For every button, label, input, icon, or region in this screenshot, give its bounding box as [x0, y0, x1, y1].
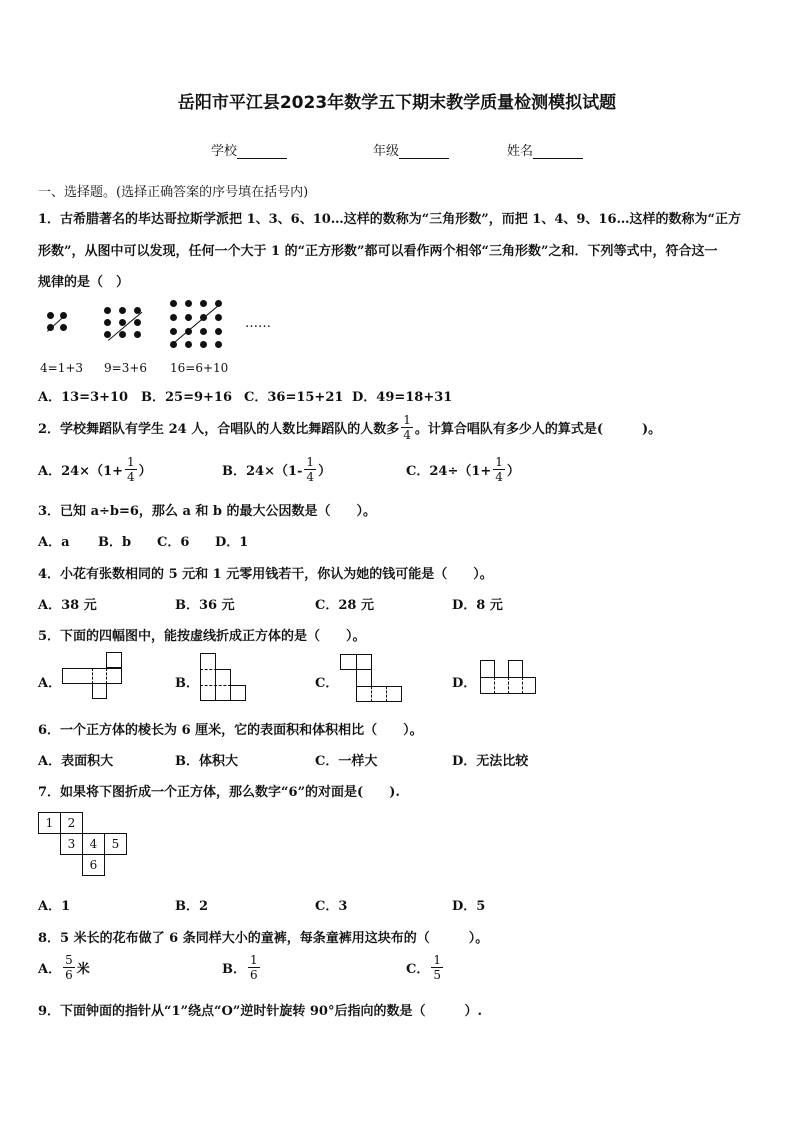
- dot: [104, 307, 111, 314]
- option-label: C．: [406, 962, 430, 977]
- net-square: [106, 652, 122, 668]
- school-label: 学校: [211, 144, 238, 159]
- net-cell-3: 3: [60, 833, 83, 855]
- net-fold: [371, 686, 387, 702]
- q5-stem: 5．下面的四幅图中，能按虚线折成正方体的是（ ）。: [38, 629, 366, 644]
- dot: [170, 328, 177, 335]
- q3-option-b[interactable]: B．b: [98, 535, 132, 550]
- q1-line1: 1．古希腊著名的毕达哥拉斯学派把 1、3、6、10…这样的数称为“三角形数”，而把 1、4、9、16…这样的数称为“正方: [38, 212, 741, 227]
- dot: [215, 314, 222, 321]
- q4-option-d[interactable]: D．8 元: [452, 598, 503, 613]
- fraction-denominator: 4: [306, 470, 315, 484]
- q7-stem: 7．如果将下图折成一个正方体，那么数字“6”的对面是( ).: [38, 785, 400, 800]
- q7-option-a[interactable]: A．1: [38, 899, 71, 914]
- q1-option-c[interactable]: C．36=15+21: [244, 390, 344, 405]
- q1-option-b[interactable]: B．25=9+16: [141, 390, 233, 405]
- net-cell-1: 1: [38, 812, 61, 834]
- q7-cube-net: [38, 812, 138, 882]
- q5-net-b[interactable]: [200, 653, 250, 703]
- name-label: 姓名: [507, 144, 534, 159]
- dot: [47, 312, 54, 319]
- page-title: 岳阳市平江县2023年数学五下期末教学质量检测模拟试题: [177, 93, 617, 113]
- option-post: ）: [506, 464, 520, 479]
- dot: [215, 341, 222, 348]
- dot: [185, 341, 192, 348]
- dot: [104, 319, 111, 326]
- fig-caption-2: 9=3+6: [104, 361, 148, 375]
- q3-option-a[interactable]: A．a: [38, 535, 70, 550]
- dot: [170, 314, 177, 321]
- q5-net-d[interactable]: [480, 660, 540, 696]
- q4-option-a[interactable]: A．38 元: [38, 598, 97, 613]
- fraction-numerator: 1: [127, 455, 135, 469]
- option-fraction: [493, 455, 505, 484]
- fraction-numerator: 1: [433, 953, 441, 967]
- net-column: [356, 654, 372, 687]
- q5-option-a-label[interactable]: A．: [38, 676, 62, 691]
- dot: [134, 319, 141, 326]
- q8-option-c[interactable]: [406, 953, 445, 982]
- net-fold: [508, 677, 523, 694]
- net-square: [230, 685, 246, 701]
- fraction-denominator: 4: [495, 470, 503, 484]
- net-fold: [92, 668, 107, 684]
- fig-caption-3: 16=6+10: [170, 361, 229, 375]
- option-label: B．: [222, 962, 246, 977]
- school-field: [211, 140, 287, 159]
- q8-stem: 8．5 米长的花布做了 6 条同样大小的童裤，每条童裤用这块布的（ ）。: [38, 931, 489, 946]
- section-heading: 一、选择题。(选择正确答案的序号填在括号内): [38, 185, 309, 200]
- q5-option-d-label[interactable]: D．: [452, 676, 477, 691]
- q8-option-a[interactable]: [38, 953, 90, 982]
- q6-option-d[interactable]: D．无法比较: [452, 754, 529, 769]
- q3-option-d[interactable]: D．1: [215, 535, 249, 550]
- q2-option-a[interactable]: [38, 455, 152, 484]
- fraction-denominator: 6: [250, 968, 258, 982]
- dot: [200, 300, 207, 307]
- q1-line3: 规律的是（ ）: [38, 275, 130, 290]
- dot: [170, 300, 177, 307]
- q5-net-a[interactable]: [62, 652, 124, 702]
- option-fraction: [304, 455, 316, 484]
- q4-stem: 4．小花有张数相同的 5 元和 1 元零用钱若干，你认为她的钱可能是（ ）。: [38, 567, 493, 582]
- option-post: ）: [318, 464, 332, 479]
- fraction-denominator: 4: [403, 428, 411, 442]
- ellipsis: ……: [245, 316, 271, 331]
- q6-stem: 6．一个正方体的棱长为 6 厘米，它的表面积和体积相比（ ）。: [38, 723, 423, 738]
- name-blank[interactable]: [533, 144, 583, 159]
- dot: [60, 324, 67, 331]
- q2-option-c[interactable]: [406, 455, 520, 484]
- option-label: A．: [38, 962, 62, 977]
- q1-option-d[interactable]: D．49=18+31: [352, 390, 453, 405]
- q6-option-a[interactable]: A．表面积大: [38, 754, 114, 769]
- fraction-numerator: 1: [250, 953, 258, 967]
- dot: [200, 328, 207, 335]
- net-square: [508, 660, 523, 678]
- q1-option-a[interactable]: A．13=3+10: [38, 390, 129, 405]
- option-pre: C．24÷（1+: [406, 464, 492, 479]
- q2-fraction: [401, 413, 413, 442]
- dot: [185, 300, 192, 307]
- option-fraction: [63, 953, 75, 982]
- option-unit: 米: [76, 962, 90, 977]
- q5-net-c[interactable]: [340, 654, 402, 704]
- q4-option-b[interactable]: B．36 元: [175, 598, 235, 613]
- q3-stem: 3．已知 a÷b=6，那么 a 和 b 的最大公因数是（ ）。: [38, 504, 377, 519]
- fraction-denominator: 4: [127, 470, 135, 484]
- option-fraction: [431, 953, 443, 982]
- q5-option-b-label[interactable]: B．: [175, 676, 199, 691]
- q6-option-c[interactable]: C．一样大: [315, 754, 378, 769]
- dot: [119, 307, 126, 314]
- q7-option-c[interactable]: C．3: [315, 899, 348, 914]
- school-blank[interactable]: [237, 144, 287, 159]
- net-cell-2: 2: [60, 812, 83, 834]
- option-fraction: [248, 953, 260, 982]
- q4-option-c[interactable]: C．28 元: [315, 598, 374, 613]
- dot: [119, 331, 126, 338]
- q3-option-c[interactable]: C．6: [157, 535, 190, 550]
- grade-blank[interactable]: [399, 144, 449, 159]
- fraction-numerator: 1: [403, 413, 411, 427]
- q7-option-d[interactable]: D．5: [452, 899, 486, 914]
- fraction-numerator: 1: [495, 455, 503, 469]
- net-square: [480, 660, 495, 678]
- q2-text-pre: 2．学校舞蹈队有学生 24 人，合唱队的人数比舞蹈队的人数多: [38, 422, 400, 437]
- grade-field: [373, 140, 449, 159]
- fraction-denominator: 6: [65, 968, 73, 982]
- fig-caption-1: 4=1+3: [40, 361, 84, 375]
- divider-line: [173, 304, 220, 343]
- net-square: [92, 683, 107, 699]
- net-cell-5: 5: [104, 833, 127, 855]
- q1-line2: 形数”，从图中可以发现，任何一个大于 1 的“正方形数”都可以看作两个相邻“三角形数”之和．下列等式中，符合这一: [38, 244, 718, 259]
- option-pre: A．24×（1+: [38, 464, 124, 479]
- name-field: [507, 140, 583, 159]
- dot: [185, 314, 192, 321]
- dot: [134, 331, 141, 338]
- q7-option-b[interactable]: B．2: [175, 899, 209, 914]
- q2-stem: [38, 413, 661, 442]
- q8-option-b[interactable]: [222, 953, 262, 982]
- net-cell-4: 4: [82, 833, 105, 855]
- grade-label: 年级: [373, 144, 400, 159]
- dot: [215, 328, 222, 335]
- net-fold: [494, 677, 509, 694]
- q6-option-b[interactable]: B．体积大: [175, 754, 238, 769]
- net-column: [215, 669, 231, 701]
- q9-stem: 9．下面钟面的指针从“1”绕点“O”逆时针旋转 90°后指向的数是（ ）.: [38, 1004, 482, 1019]
- fraction-numerator: 5: [65, 953, 73, 967]
- dot: [200, 341, 207, 348]
- q1-dot-figure: [40, 300, 280, 348]
- option-fraction: [125, 455, 137, 484]
- q2-text-post: 。计算合唱队有多少人的算式是( )。: [414, 422, 662, 437]
- q5-option-c-label[interactable]: C．: [315, 676, 339, 691]
- option-post: ）: [138, 464, 152, 479]
- option-pre: B．24×（1-: [222, 464, 303, 479]
- fraction-numerator: 1: [306, 455, 315, 469]
- q2-option-b[interactable]: [222, 455, 331, 484]
- fraction-denominator: 5: [433, 968, 441, 982]
- net-cell-6: 6: [82, 854, 105, 876]
